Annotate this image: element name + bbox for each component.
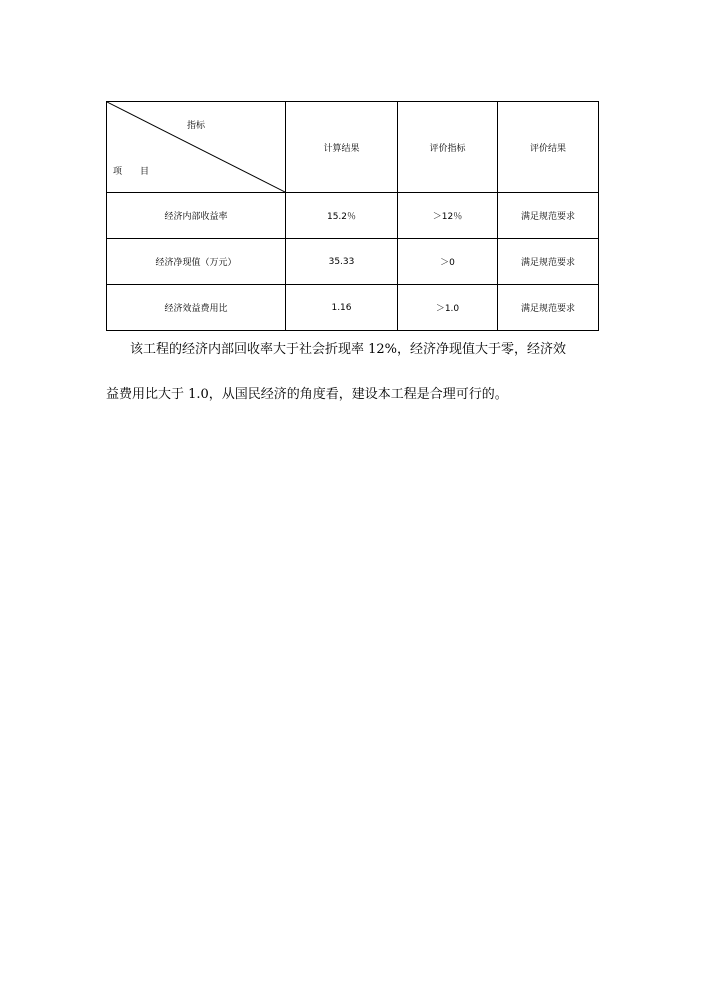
evaluation-table-container	[106, 101, 599, 331]
row-result: 35.33	[286, 239, 398, 285]
diagonal-header-cell	[107, 102, 286, 193]
row-evaluation: 满足规范要求	[498, 193, 599, 239]
corner-label-indicator: 指标	[187, 121, 206, 131]
table-row	[107, 193, 599, 239]
row-criterion: ＞0	[398, 239, 498, 285]
conclusion-paragraph-line-1: 该工程的经济内部回收率大于社会折现率 12%，经济净现值大于零，经济效	[130, 342, 567, 357]
row-criterion: ＞12％	[398, 193, 498, 239]
diagonal-line	[107, 102, 285, 192]
header-calc-result: 计算结果	[286, 102, 398, 193]
table-row	[107, 239, 599, 285]
row-name: 经济净现值（万元）	[107, 239, 286, 285]
header-eval-result: 评价结果	[498, 102, 599, 193]
row-result: 1.16	[286, 285, 398, 331]
table-header-row	[107, 102, 599, 193]
corner-label-item: 项 目	[113, 167, 150, 177]
row-criterion: ＞1.0	[398, 285, 498, 331]
row-evaluation: 满足规范要求	[498, 239, 599, 285]
row-evaluation: 满足规范要求	[498, 285, 599, 331]
conclusion-paragraph-line-2: 益费用比大于 1.0，从国民经济的角度看，建设本工程是合理可行的。	[106, 387, 508, 402]
row-name: 经济内部收益率	[107, 193, 286, 239]
table-row	[107, 285, 599, 331]
row-name: 经济效益费用比	[107, 285, 286, 331]
row-result: 15.2％	[286, 193, 398, 239]
header-eval-criterion: 评价指标	[398, 102, 498, 193]
economic-evaluation-table	[106, 101, 599, 331]
